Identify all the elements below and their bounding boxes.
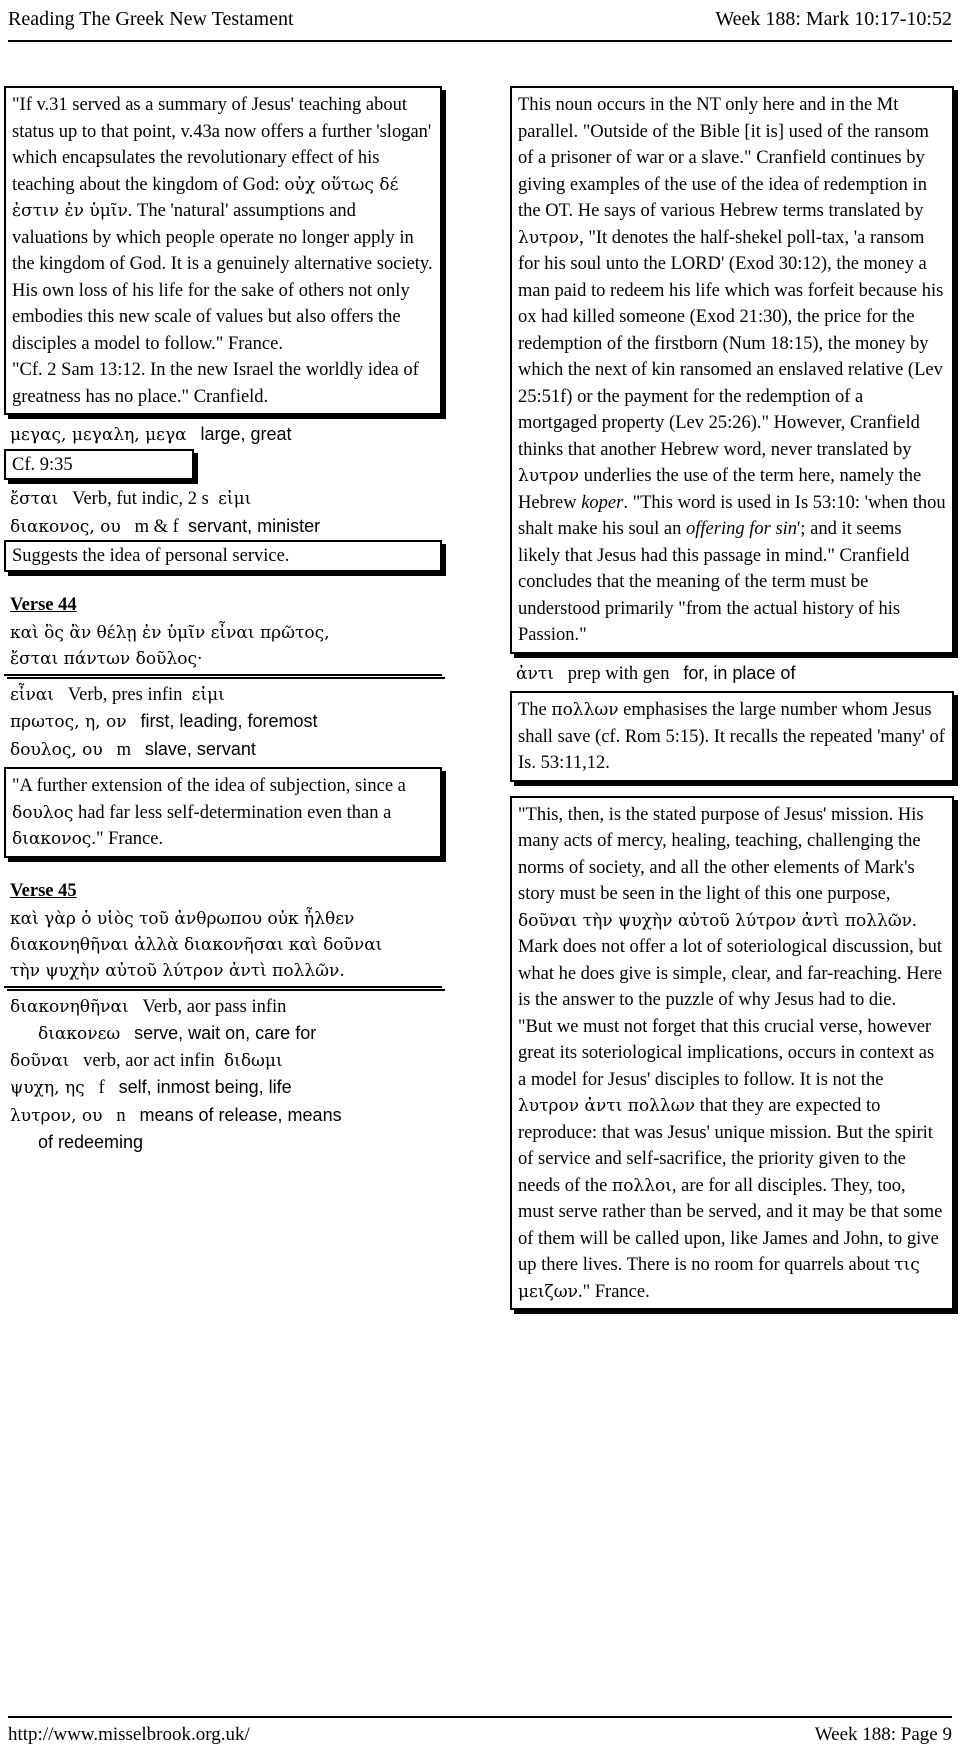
vocab-megas: μεγας, μεγαλη, μεγα large, great — [10, 424, 292, 445]
parse-estai: ἔσται Verb, fut indic, 2 s εἰμι — [10, 489, 252, 509]
page-footer — [8, 1716, 952, 1748]
verse-45-heading: Verse 45 — [10, 880, 77, 901]
header-title: Reading The Greek New Testament — [8, 8, 294, 30]
verse-44-line-1: καὶ ὃς ἂν θέλῃ ἐν ὑμῖν εἶναι πρῶτος, — [10, 622, 330, 643]
left-column — [4, 86, 442, 1157]
parse-dounai: δοῦναι verb, aor act infin διδωμι — [10, 1050, 283, 1071]
footer-url[interactable]: http://www.misselbrook.org.uk/ — [8, 1724, 250, 1745]
vocab-diakonos: διακονος, ου m & f servant, minister — [10, 515, 321, 537]
verse-45-divider — [4, 986, 442, 988]
footer-page-number: Week 188: Page 9 — [814, 1724, 952, 1745]
parse-einai: εἶναι Verb, pres infin εἰμι — [10, 684, 225, 705]
verse-44-divider — [4, 674, 442, 676]
verse-44-line-2: ἔσται πάντων δοῦλος· — [10, 648, 203, 669]
verse-45-line-1: καὶ γὰρ ὁ υἱὸς τοῦ ἀνθρωπου οὐκ ἦλθεν — [10, 908, 355, 929]
vocab-lytron-cont: of redeeming — [38, 1132, 144, 1152]
note-personal-service: Suggests the idea of personal service. — [12, 546, 290, 566]
vocab-psyche: ψυχη, ης f self, inmost being, life — [10, 1077, 292, 1098]
cranfield-ransom-box — [510, 86, 954, 654]
france-quote-box — [4, 86, 442, 415]
model-quote: "But we must not forget that this crucial verse, however great its soteriological implications, occurs in context as a model for Jesus' disciples to follow. It is not the λυτρον ἀντι πολλων that they are expected to reproduce: that was Jesus' unique mission. But the spirit of service and self-sacrifice, the priority given to the needs of the πολλοι, are for all disciples. They, too, must serve rather than be served, and it may be that some of them will be called upon, like James and John, to give up there lives. There is no room for quarrels about τις μειζων." France. — [518, 1016, 943, 1302]
verse-45-line-2: διακονηθῆναι ἀλλὰ διακονῆσαι καὶ δοῦναι — [10, 934, 383, 955]
purpose-quote-box — [510, 796, 954, 1311]
right-column — [510, 86, 954, 1316]
page-header — [8, 0, 952, 42]
cranfield-quote: "Cf. 2 Sam 13:12. In the new Israel the worldly idea of greatness has no place." Cranfield. — [12, 360, 419, 407]
pollon-note: The πολλων emphasises the large number whom Jesus shall save (cf. Rom 5:15). It recalls the repeated 'many' of Is. 53:11,12. — [518, 700, 945, 773]
pollon-box — [510, 691, 954, 782]
cranfield-ransom-note: This noun occurs in the NT only here and in the Mt parallel. "Outside of the Bible [it is] used of the ransom of a prisoner of war or a slave." Cranfield continues by giving examples of the use of the idea of redemption in the OT. He says of various Hebrew terms translated by λυτρον, "It denotes the half-shekel poll-tax, 'a ransom for his soul unto the LORD' (Exod 30:12), the money a man paid to redeem his life which was forfeit because his ox had killed someone (Exod 21:30), the price for the redemption of the firstborn (Num 18:15), the money by which the next of kin ransomed an enslaved relative (Lev 25:51f) or the payment for the redemption of a mortgaged property (Lev 25:26)." However, Cranfield thinks that another Hebrew word, never translated by λυτρον underlies the use of the term here, namely the Hebrew koper. "This word is used in Is 53:10: 'when thou shalt make his soul an offering for sin'; and it seems likely that Jesus had this passage in mind." Cranfield concludes that the meaning of the term must be understood primarily "from the actual history of his Passion." — [518, 95, 946, 645]
vocab-doulos: δουλος, ου m slave, servant — [10, 738, 256, 760]
header-week: Week 188: Mark 10:17-10:52 — [715, 8, 952, 30]
parse-diakonethenai: διακονηθῆναι Verb, aor pass infin — [10, 996, 287, 1017]
vocab-protos: πρωτος, η, ον first, leading, foremost — [10, 711, 318, 732]
vocab-lytron: λυτρον, ου n means of release, means — [10, 1104, 342, 1126]
verse-45-line-3: τὴν ψυχὴν αὐτοῦ λύτρον ἀντὶ πολλῶν. — [10, 960, 345, 981]
cf-reference: Cf. 9:35 — [12, 454, 73, 475]
france-quote: "If v.31 served as a summary of Jesus' teaching about status up to that point, v.43a now offers a further 'slogan' which encapsulates the revolutionary effect of his teaching about the kingdom of God: οὐχ οὕτως δέ ἐστιν ἐν ὑμῖν. The 'natural' assumptions and valuations by which people operate no longer apply in the kingdom of God. It is a genuinely alternative society. His own loss of his life for the sake of others not only embodies this new scale of values but also offers the disciples a model to follow." France. — [12, 95, 433, 354]
note-box — [4, 540, 442, 572]
subjection-quote-box — [4, 767, 442, 858]
vocab-anti: ἀντι prep with gen for, in place of — [516, 662, 796, 684]
purpose-quote: "This, then, is the stated purpose of Jesus' mission. His many acts of mercy, healing, teaching, challenging the norms of society, and all the other elements of Mark's story must be seen in the light of this one purpose, δοῦναι τὴν ψυχὴν αὐτοῦ λύτρον ἀντὶ πολλῶν. Mark does not offer a lot of soteriological discussion, but what he does give is simple, clear, and far-reaching. Here is the answer to the puzzle of why Jesus had to die. — [518, 804, 943, 1010]
cf-box — [4, 449, 194, 481]
subjection-quote: "A further extension of the idea of subjection, since a δουλος had far less self-determination even than a διακονος." France. — [12, 776, 406, 849]
verse-44-heading: Verse 44 — [10, 594, 77, 615]
vocab-diakoneo: διακονεω serve, wait on, care for — [38, 1023, 317, 1044]
